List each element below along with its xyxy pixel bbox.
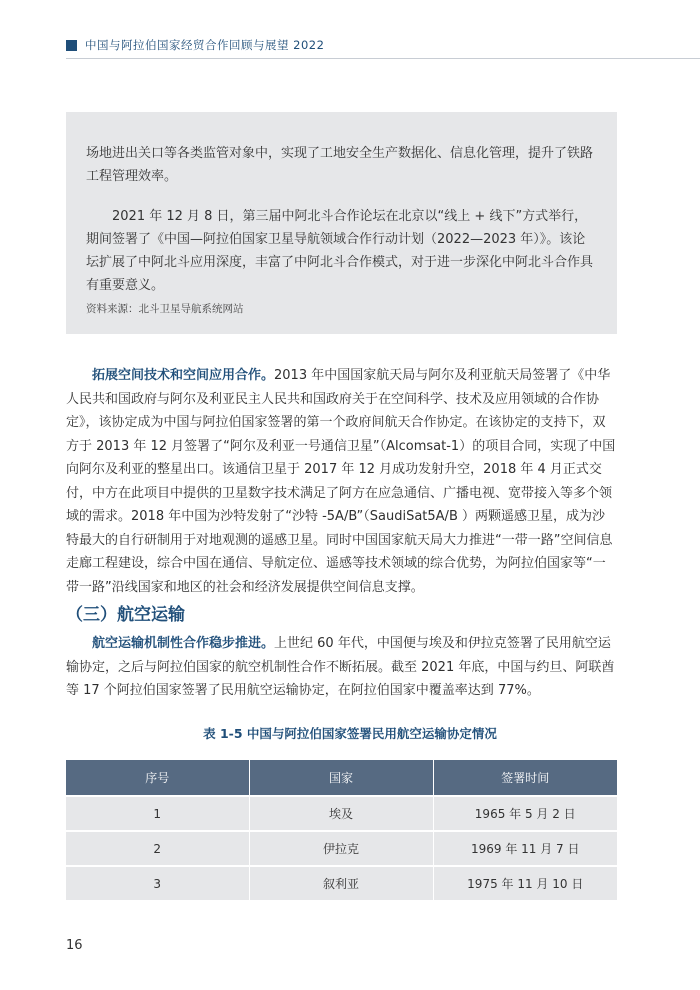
header-rule xyxy=(66,58,700,59)
running-header xyxy=(66,37,324,53)
paragraph-lead: 航空运输机制性合作稳步推进。 xyxy=(92,636,275,651)
paragraph-body: 上世纪 60 年代，中国便与埃及和伊拉克签署了民用航空运输协定，之后与阿拉伯国家的航空机制性合作不断拓展。截至 2021 年底，中国与约旦、阿联酋等 17 个阿拉伯国家签署了民用航空运输协定，在阿拉伯国家中覆盖率达到 77%。 xyxy=(66,636,615,698)
cell-index: 1 xyxy=(66,796,249,831)
cell-country: 叙利亚 xyxy=(249,866,433,900)
box-paragraph-1: 场地进出关口等各类监管对象中，实现了工地安全生产数据化、信息化管理，提升了铁路工程管理效率。 xyxy=(86,146,594,184)
table-row xyxy=(66,831,617,866)
table-header-row xyxy=(66,760,617,796)
cell-date: 1969 年 11 月 7 日 xyxy=(433,831,617,866)
column-header-date: 签署时间 xyxy=(433,760,617,796)
table-row xyxy=(66,796,617,831)
cell-date: 1975 年 11 月 10 日 xyxy=(433,866,617,900)
paragraph-body: 2013 年中国国家航天局与阿尔及利亚航天局签署了《中华人民共和国政府与阿尔及利亚民主人民共和国政府关于在空间科学、技术及应用领域的合作协定》，该协定成为中国与阿拉伯国家签署的第一个政府间航天合作协定。在该协定的支持下，双方于 2013 年 12 月签署了“阿尔及利亚一号通信卫星”（Alcomsat-1）的项目合同，实现了中国向阿尔及利亚的整星出口。该通信卫星于 2017 年 12 月成功发射升空，2018 年 4 月正式交付，中方在此项目中提供的卫星数字技术满足了阿方在应急通信、广播电视、宽带接入等多个领域的需求。2018 年中国为沙特发射了“沙特 -5A/B”（SaudiSat5A/B ）两颗遥感卫星，成为沙特最大的自行研制用于对地观测的遥感卫星。同时中国国家航天局大力推进“一带一路”空间信息走廊工程建设，综合中国在通信、导航定位、遥感等技术领域的综合优势，为阿拉伯国家等“一带一路”沿线国家和地区的社会和经济发展提供空间信息支撑。 xyxy=(66,368,616,595)
header-marker xyxy=(66,40,77,51)
aviation-agreements-table xyxy=(66,760,617,900)
column-header-index: 序号 xyxy=(66,760,249,796)
box-source: 资料来源：北斗卫星导航系统网站 xyxy=(86,303,244,315)
header-title: 中国与阿拉伯国家经贸合作回顾与展望 2022 xyxy=(85,38,325,52)
table-row xyxy=(66,866,617,900)
column-header-country: 国家 xyxy=(249,760,433,796)
paragraph-lead: 拓展空间技术和空间应用合作。 xyxy=(92,368,275,383)
page-number: 16 xyxy=(66,938,83,953)
case-box xyxy=(66,112,617,334)
cell-index: 2 xyxy=(66,831,249,866)
paragraph-space-cooperation xyxy=(66,364,617,599)
section-heading: （三）航空运输 xyxy=(66,605,185,625)
table-caption: 表 1-5 中国与阿拉伯国家签署民用航空运输协定情况 xyxy=(203,726,497,741)
box-paragraph-2: 2021 年 12 月 8 日，第三届中阿北斗合作论坛在北京以“线上 + 线下”方式举行，期间签署了《中国—阿拉伯国家卫星导航领域合作行动计划（2022—2023 年）》。该论坛扩展了中阿北斗应用深度，丰富了中阿北斗合作模式，对于进一步深化中阿北斗合作具有重要意义。 xyxy=(86,209,594,293)
cell-country: 伊拉克 xyxy=(249,831,433,866)
cell-index: 3 xyxy=(66,866,249,900)
cell-country: 埃及 xyxy=(249,796,433,831)
paragraph-aviation xyxy=(66,632,617,703)
cell-date: 1965 年 5 月 2 日 xyxy=(433,796,617,831)
